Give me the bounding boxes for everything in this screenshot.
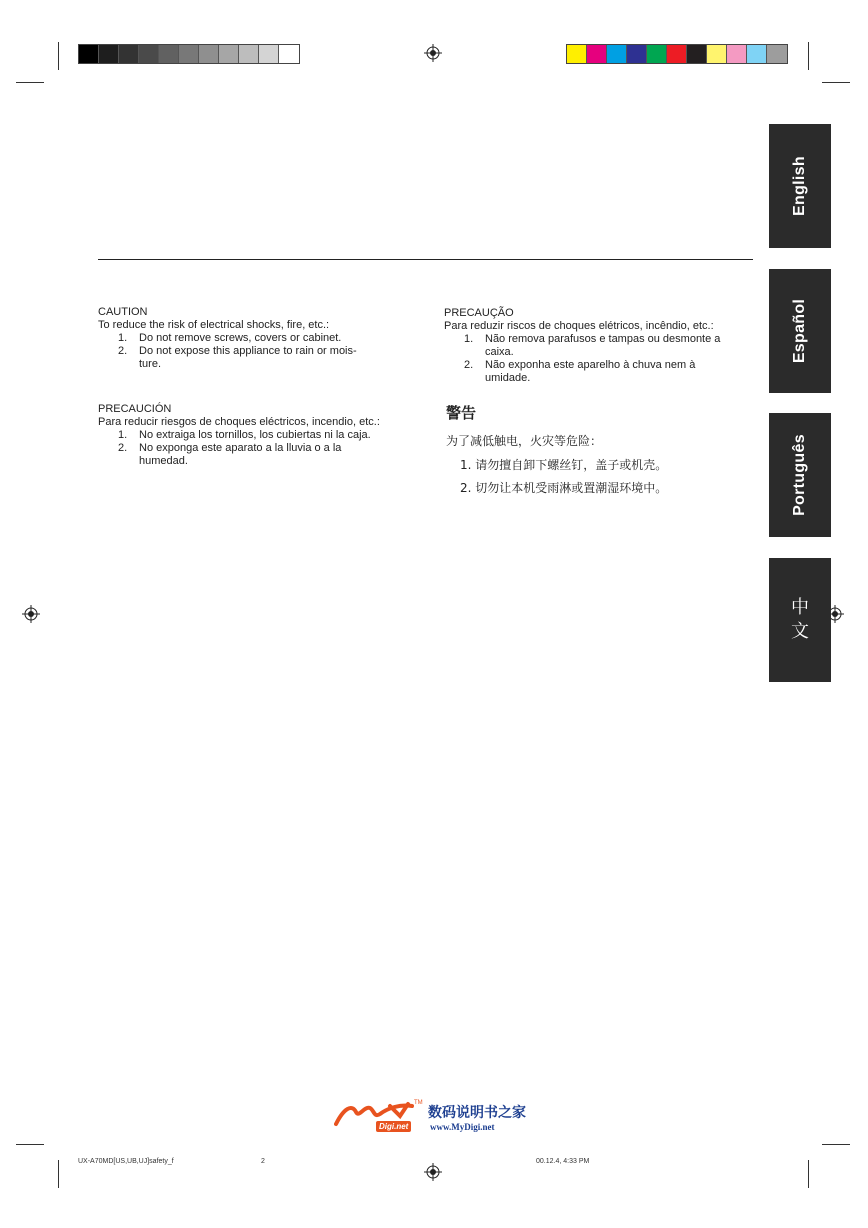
caution-section-portuguese [444,307,744,385]
color-swatch [567,45,587,63]
list-item: 2. Do not expose this appliance to rain or mois-ture. [118,345,357,370]
color-swatch [219,45,239,63]
tab-portugues[interactable] [769,413,831,537]
list-item: 2. 切勿让本机受雨淋或置潮湿环境中。 [460,481,668,495]
tab-english[interactable] [769,124,831,248]
crop-mark [808,1160,809,1188]
footer-datetime: 00.12.4, 4:33 PM [536,1158,590,1165]
mydigi-logo [334,1098,534,1138]
list-item: 1. 请勿擅自卸下螺丝钉，盖子或机壳。 [460,458,668,472]
registration-target-icon [22,605,40,623]
process-color-bar [566,44,788,64]
caution-section-english [98,306,378,371]
tab-espanol[interactable] [769,269,831,393]
section-intro: 为了减低触电，火灾等危险： [446,434,603,448]
grayscale-color-bar [78,44,300,64]
color-swatch [767,45,787,63]
crop-mark [822,1144,850,1145]
color-swatch [587,45,607,63]
crop-mark [16,1144,44,1145]
crop-mark [822,82,850,83]
tab-chinese-label: 中 文 [791,597,809,642]
color-swatch [607,45,627,63]
logo-badge: Digi.net [376,1121,411,1132]
list-item: 2. Não exponha este aparelho à chuva nem à umidade. [464,359,696,384]
color-swatch [79,45,99,63]
crop-mark [58,42,59,70]
footer-page-number: 2 [261,1158,265,1165]
color-swatch [139,45,159,63]
list-item: 1. Não remova parafusos e tampas ou desmonte a caixa. [464,333,721,358]
registration-target-icon [424,44,442,62]
trademark: TM [414,1100,423,1106]
logo-url: www.MyDigi.net [430,1122,495,1132]
color-swatch [239,45,259,63]
crop-mark [58,1160,59,1188]
section-heading: PRECAUÇÃO [444,307,514,319]
list-item: 2. No exponga este aparato a la lluvia o a la humedad. [118,442,342,467]
color-swatch [687,45,707,63]
color-swatch [99,45,119,63]
color-swatch [199,45,219,63]
section-heading: PRECAUCIÓN [98,403,172,415]
tab-portugues-label: Português [791,434,809,516]
color-swatch [747,45,767,63]
footer-filename: UX-A70MD[US,UB,UJ]safety_f [78,1158,174,1165]
tab-chinese[interactable] [769,558,831,682]
color-swatch [159,45,179,63]
color-swatch [707,45,727,63]
list-item: 1. Do not remove screws, covers or cabinet. [118,332,342,344]
logo-brand-chinese: 数码说明书之家 [428,1105,526,1121]
color-swatch [119,45,139,63]
section-intro: Para reduzir riscos de choques elétricos, incêndio, etc.: [444,320,714,332]
crop-mark [808,42,809,70]
caution-section-spanish [98,403,408,468]
section-intro: To reduce the risk of electrical shocks, fire, etc.: [98,319,330,331]
color-swatch [647,45,667,63]
divider [98,259,753,260]
color-swatch [627,45,647,63]
color-swatch [727,45,747,63]
color-swatch [259,45,279,63]
color-swatch [667,45,687,63]
crop-mark [16,82,44,83]
section-intro: Para reducir riesgos de choques eléctricos, incendio, etc.: [98,416,380,428]
tab-espanol-label: Español [791,298,808,364]
color-swatch [279,45,299,63]
section-heading: CAUTION [98,306,148,318]
tab-english-label: English [790,156,808,216]
caution-section-chinese [446,402,746,502]
section-heading: 警告 [446,404,477,422]
list-item: 1. No extraiga los tornillos, los cubiertas ni la caja. [118,429,371,441]
registration-target-icon [424,1163,442,1181]
color-swatch [179,45,199,63]
